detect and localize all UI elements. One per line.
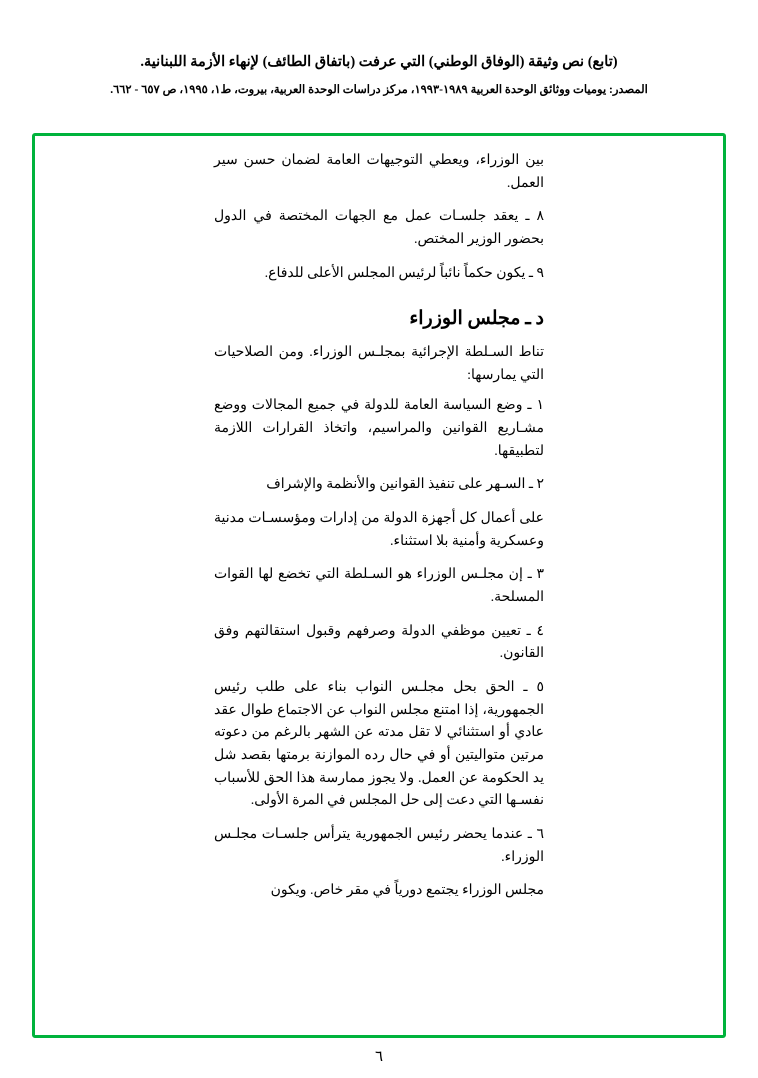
page-number: ٦ [374,1049,384,1065]
paragraph: تناط السـلطة الإجرائية بمجلـس الوزراء. ومن الصلاحيات التي يمارسها: [214,344,544,383]
paragraph: بين الوزراء، ويعطي التوجيهات العامة لضمان حسن سير العمل. [214,153,544,191]
header-title: (تابع) نص وثيقة (الوفاق الوطني) التي عرفت (باتفاق الطائف) لإنهاء الأزمة اللبنانية. [140,54,618,70]
paragraph: ١ ـ وضع السياسة العامة للدولة في جميع المجالات ووضع مشـاريع القوانين والمراسيم، واتخاذ القرارات اللازمة لتطبيقها. [214,398,544,459]
paragraph: ٦ ـ عندما يحضر رئيس الجمهورية يترأس جلسـات مجلـس الوزراء. [214,827,544,865]
paragraph: ٨ ـ يعقد جلسـات عمل مع الجهات المختصة في الدول بحضور الوزير المختص. [214,209,544,248]
paragraph: ٥ ـ الحق بحل مجلـس النواب بناء على طلب رئيس الجمهورية، إذا امتنع مجلس النواب عن الاجتماع طوال عقد عادي أو استثنائي لا تقل مدته عن الشهر بالرغم من دعوته مرتين متواليتين أو في حال رده الموازنة برمتها بقصد شل يد الحكومة عن العمل. ولا يجوز ممارسة هذا الحق للأسباب نفسـها التي دعت إلى حل المجلس في المرة الأولى. [214,680,544,809]
paragraph: ٩ ـ يكون حكماً نائباً لرئيس المجلس الأعلى للدفاع. [264,265,544,281]
paragraph: ٣ ـ إن مجلـس الوزراء هو السـلطة التي تخضع لها القوات المسلحة. [214,567,544,605]
paragraph: ٢ ـ السـهر على تنفيذ القوانين والأنظمة والإشراف [266,477,544,493]
paragraph: مجلس الوزراء يجتمع دورياً في مقر خاص. ويكون [270,883,544,899]
document-header [0,0,758,98]
text-column [214,150,544,903]
paragraph: على أعمال كل أجهزة الدولة من إدارات ومؤسسـات مدنية وعسكرية وأمنية بلا استثناء. [214,510,544,549]
document-body [35,150,723,1035]
section-heading: د ـ مجلس الوزراء [409,308,544,330]
paragraph: ٤ ـ تعيين موظفي الدولة وصرفهم وقبول استقالتهم وفق القانون. [214,623,544,662]
header-source: المصدر: يوميات ووثائق الوحدة العربية ١٩٨٩-١٩٩٣، مركز دراسات الوحدة العربية، بيروت، ط١، ١٩٩٥، ص ٦٥٧ - ٦٦٢. [110,84,648,97]
green-border-frame [32,133,726,1038]
